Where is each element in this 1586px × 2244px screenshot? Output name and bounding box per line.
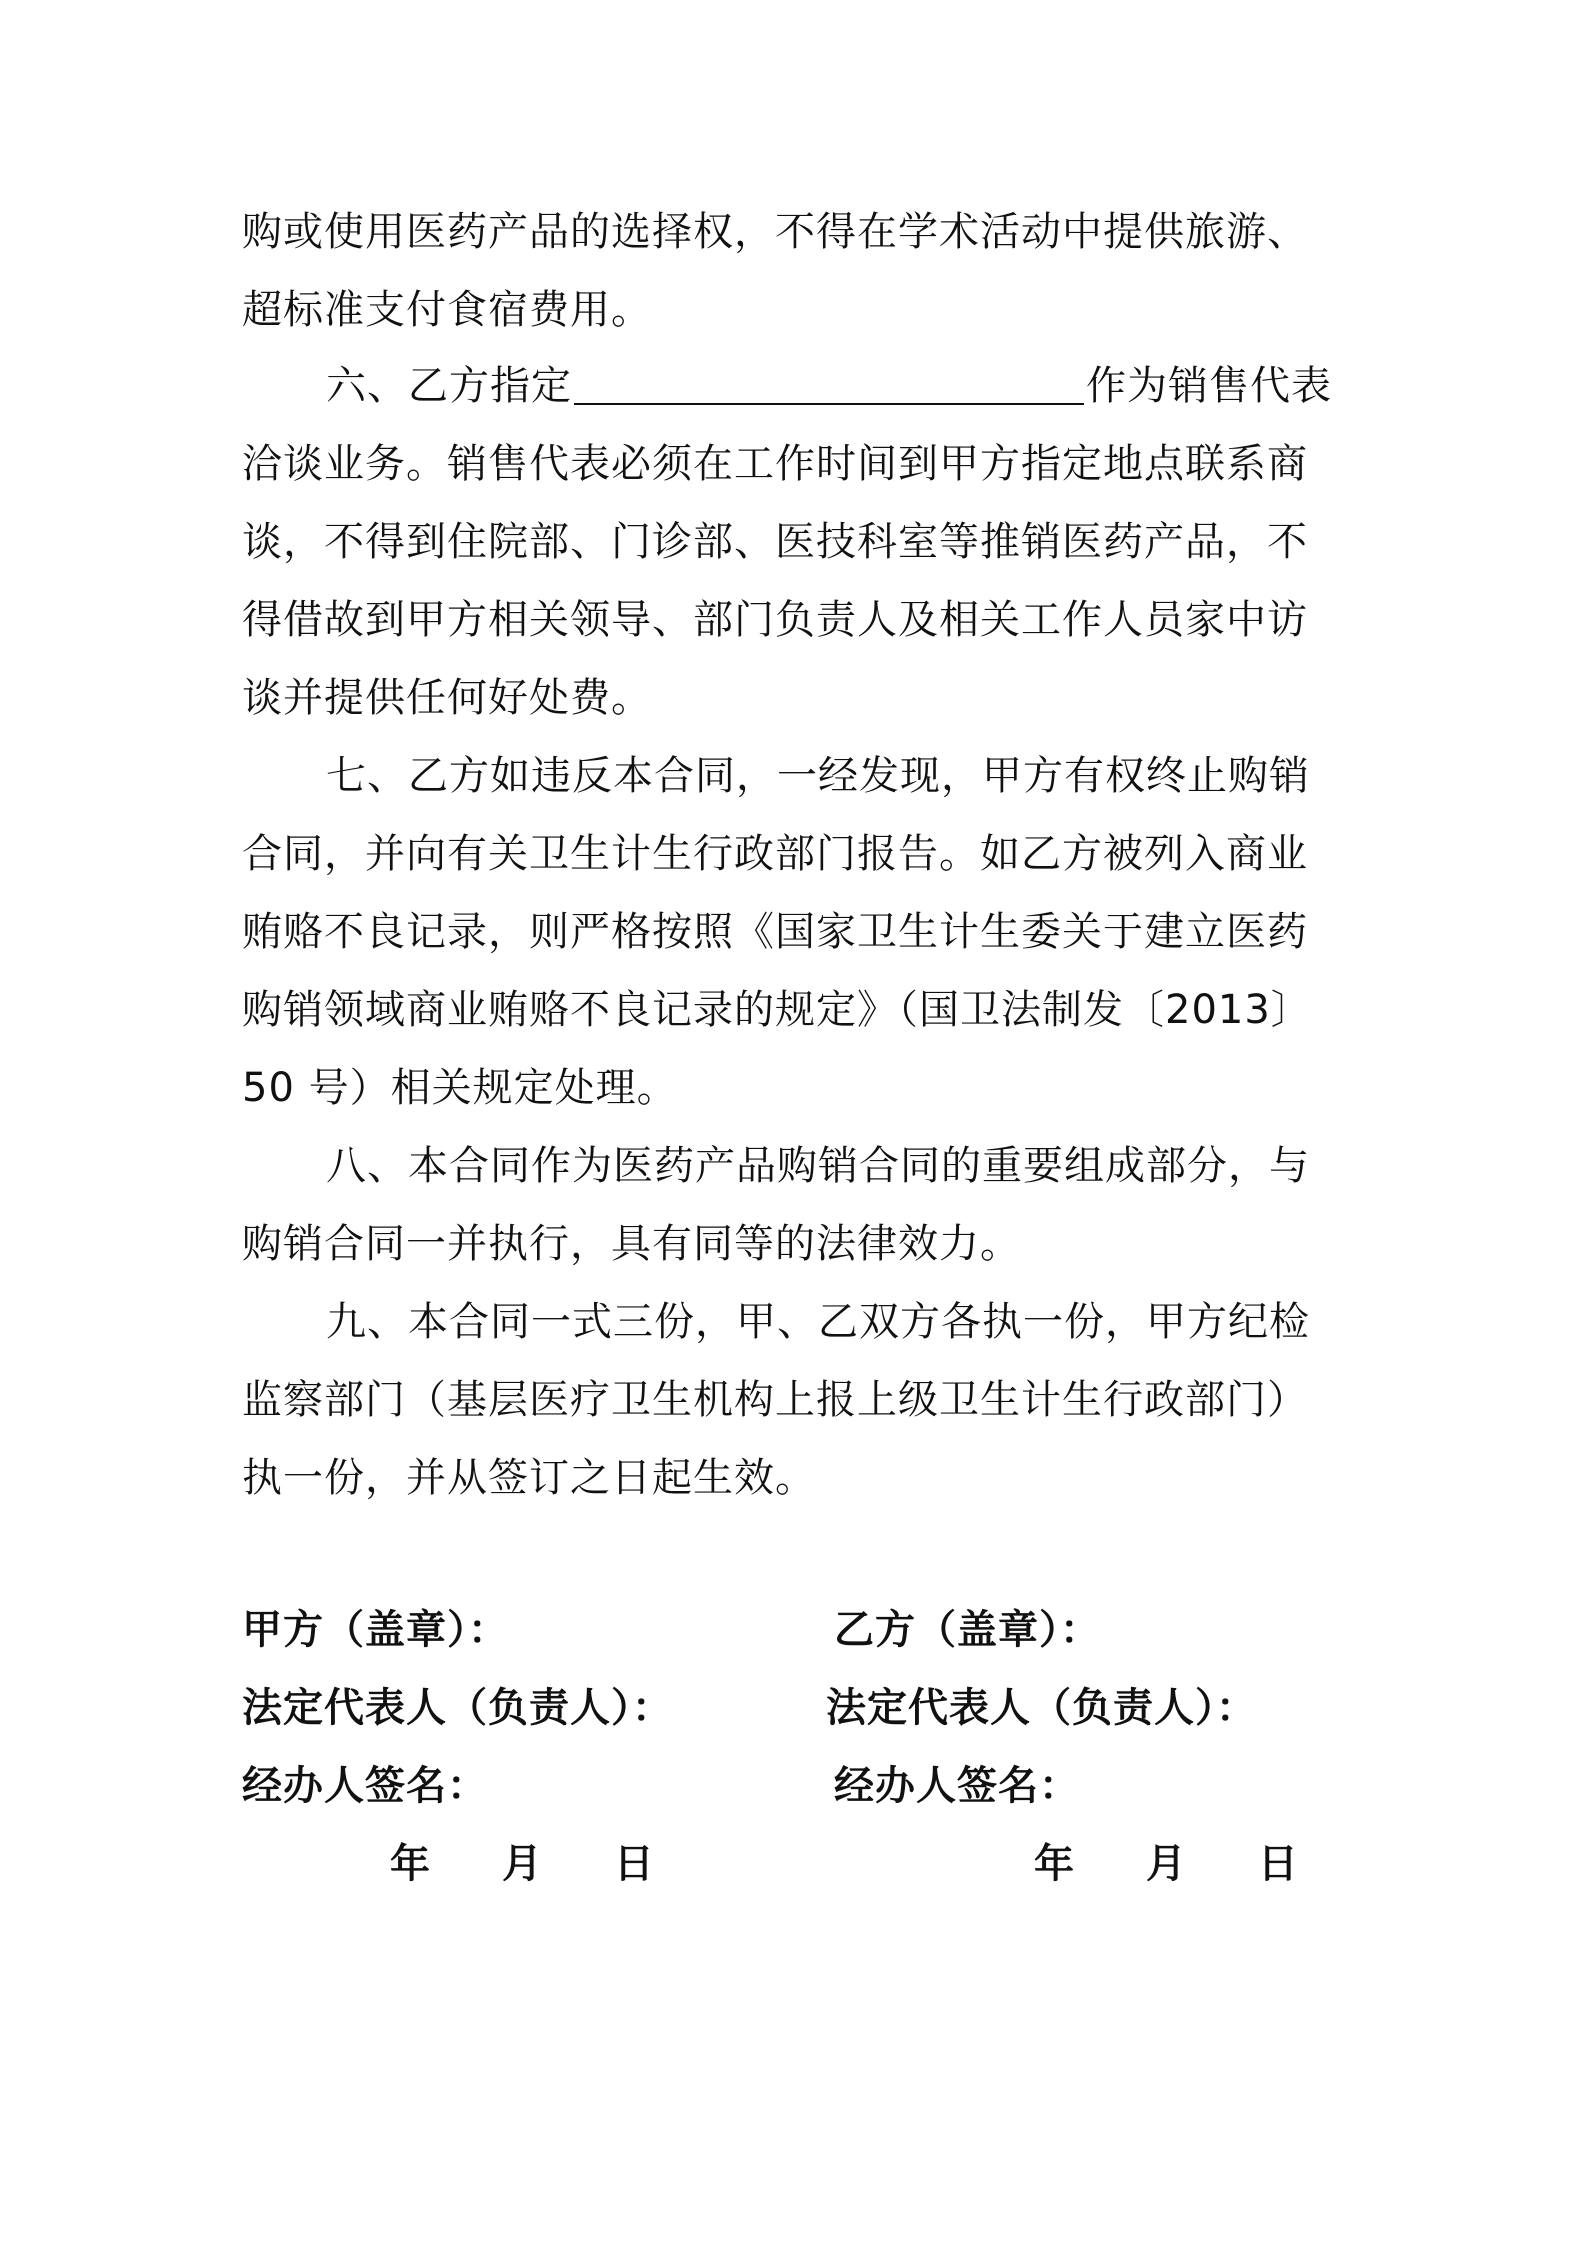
party-b-day: 日 <box>1257 1841 1298 1887</box>
body-line: 合同，并向有关卫生计生行政部门报告。如乙方被列入商业 <box>242 831 1308 877</box>
body-line: 购销合同一并执行，具有同等的法律效力。 <box>242 1221 1021 1267</box>
clause-9-line: 九、本合同一式三份，甲、乙双方各执一份，甲方纪检 <box>326 1299 1310 1345</box>
party-a-month: 月 <box>501 1841 542 1887</box>
body-line: 谈并提供任何好处费。 <box>242 675 652 721</box>
party-a-handler-label: 经办人签名： <box>242 1763 488 1809</box>
party-b-year: 年 <box>1034 1841 1074 1887</box>
body-line: 洽谈业务。销售代表必须在工作时间到甲方指定地点联系商 <box>242 441 1308 487</box>
party-b-legal-rep-label: 法定代表人（负责人）： <box>826 1685 1257 1731</box>
party-a-seal-label: 甲方（盖章）： <box>242 1607 509 1653</box>
party-b-handler-label: 经办人签名： <box>834 1763 1080 1809</box>
body-line: 执一份，并从签订之日起生效。 <box>242 1455 816 1501</box>
party-b-month: 月 <box>1145 1841 1186 1887</box>
body-line: 谈，不得到住院部、门诊部、医技科室等推销医药产品，不 <box>242 519 1308 565</box>
party-b-date <box>1034 1836 1298 1892</box>
party-b-seal-label: 乙方（盖章）： <box>834 1607 1101 1653</box>
body-line: 购或使用医药产品的选择权，不得在学术活动中提供旅游、 <box>242 209 1308 255</box>
body-line: 贿赂不良记录，则严格按照《国家卫生计生委关于建立医药 <box>242 909 1308 955</box>
party-a-year: 年 <box>390 1841 430 1887</box>
clause-8-line: 八、本合同作为医药产品购销合同的重要组成部分，与 <box>326 1143 1310 1189</box>
body-line: 监察部门（基层医疗卫生机构上报上级卫生计生行政部门） <box>242 1377 1308 1423</box>
clause-6-end: 作为销售代表 <box>1086 363 1332 409</box>
body-line: 得借故到甲方相关领导、部门负责人及相关工作人员家中访 <box>242 597 1308 643</box>
body-line: 超标准支付食宿费用。 <box>242 287 652 333</box>
clause-6-line <box>326 358 1332 414</box>
clause-7-line: 七、乙方如违反本合同，一经发现，甲方有权终止购销 <box>326 753 1310 799</box>
clause-6-start: 六、乙方指定 <box>326 363 572 409</box>
party-a-date <box>390 1836 654 1892</box>
party-a-legal-rep-label: 法定代表人（负责人）： <box>242 1685 673 1731</box>
sales-rep-blank <box>574 363 1084 405</box>
body-line: 50 号）相关规定处理。 <box>242 1065 678 1111</box>
body-line: 购销领域商业贿赂不良记录的规定》（国卫法制发〔2013〕 <box>242 987 1312 1033</box>
party-a-day: 日 <box>613 1841 654 1887</box>
